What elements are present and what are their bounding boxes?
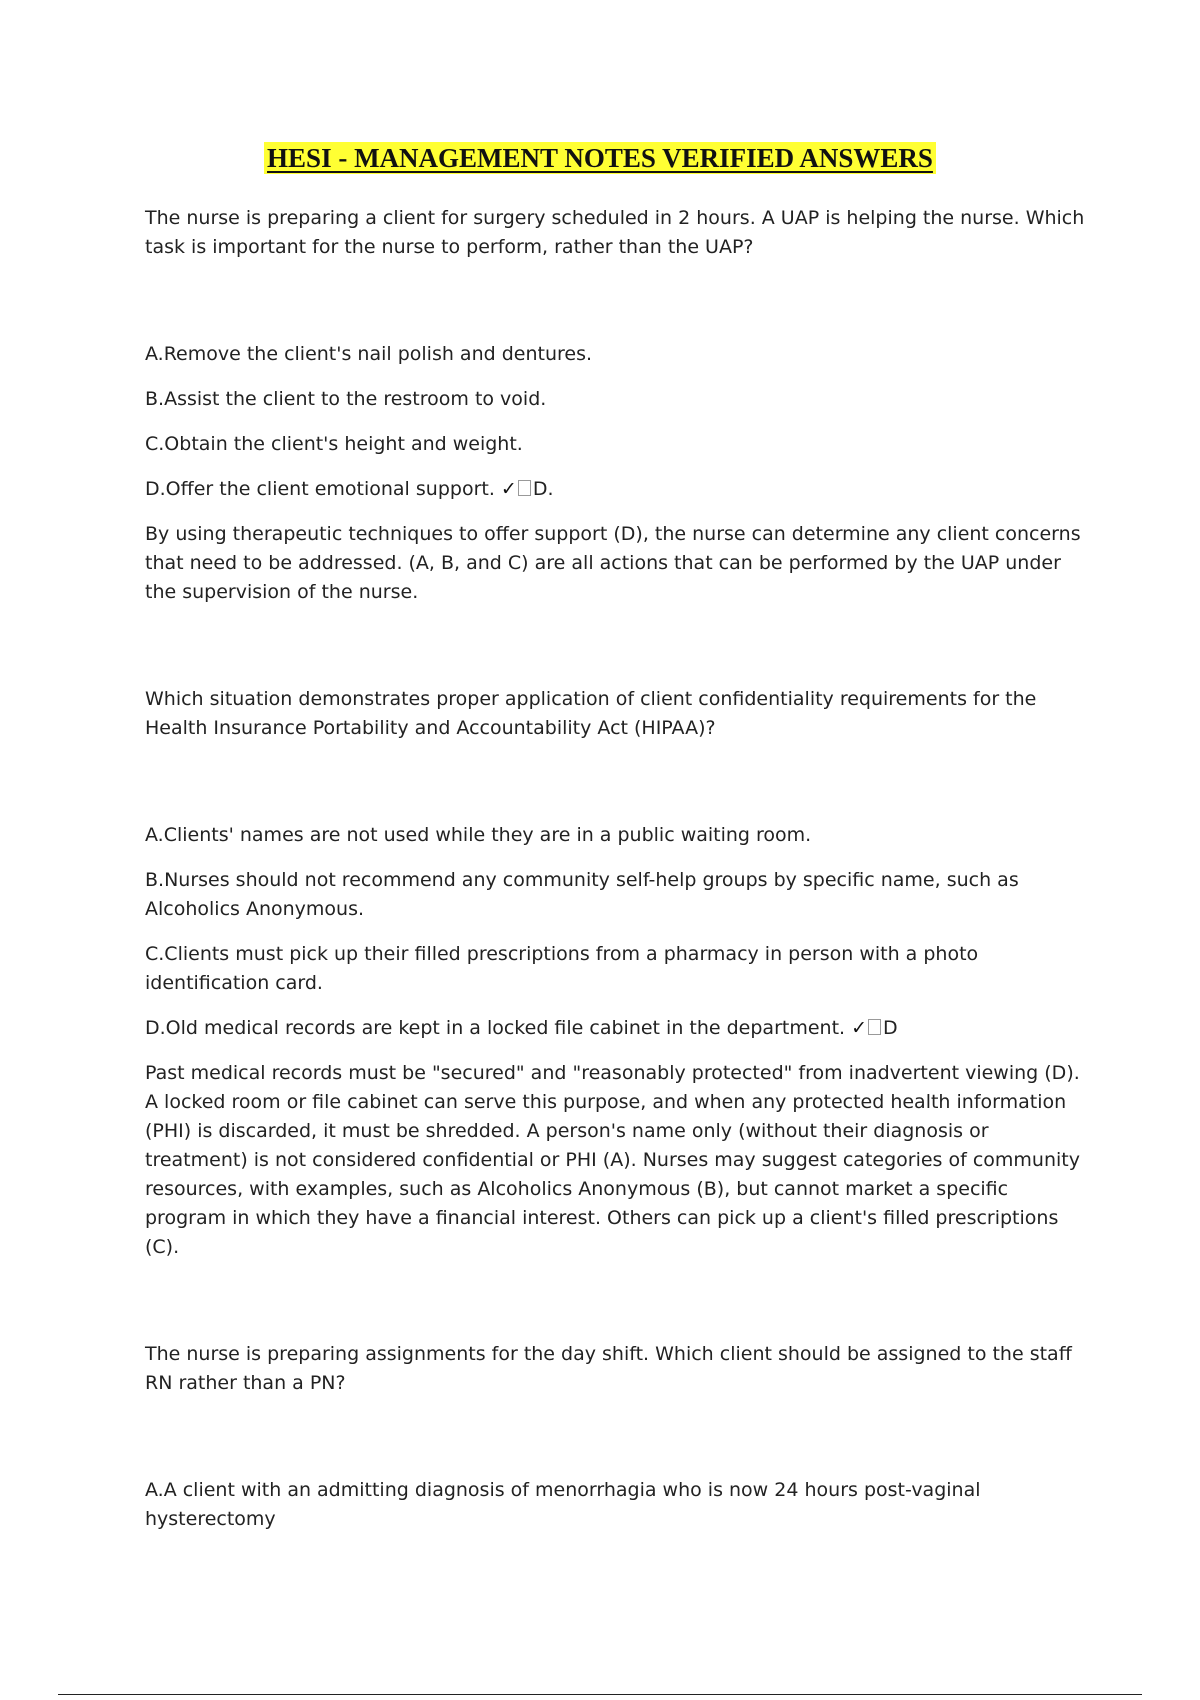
- checkbox-glyph-icon: [518, 480, 531, 496]
- answer-option: A.Clients' names are not used while they are in a public waiting room.: [145, 824, 812, 846]
- rationale-text: Past medical records must be "secured" and "reasonably protected" from inadvertent viewing (D). A locked room or file cabinet can serve this purpose, and when any protected health information (PHI) is discarded, it must be shredded. A person's name only (without their diagnosis or treatment) is not considered confidential or PHI (A). Nurses may suggest categories of community resources, with examples, such as Alcoholics Anonymous (B), but cannot market a specific program in which they have a financial interest. Others can pick up a client's filled prescriptions (C).: [145, 1062, 1080, 1258]
- checkbox-glyph-icon: [868, 1019, 881, 1035]
- answer-option: A.Remove the client's nail polish and dentures.: [145, 343, 593, 365]
- answer-option: C.Obtain the client's height and weight.: [145, 433, 523, 455]
- answer-option-text: D.Old medical records are kept in a locked file cabinet in the department.: [145, 1017, 846, 1039]
- answer-option-text: D.Offer the client emotional support.: [145, 478, 495, 500]
- answer-key: D: [883, 1017, 898, 1039]
- question-stem: Which situation demonstrates proper application of client confidentiality requirements for the Health Insurance Portability and Accountability Act (HIPAA)?: [145, 688, 1037, 739]
- answer-key: D.: [532, 478, 554, 500]
- answer-option: A.A client with an admitting diagnosis of menorrhagia who is now 24 hours post-vaginal hysterectomy: [145, 1479, 981, 1530]
- title-container: [0, 142, 1200, 174]
- answer-option: B.Nurses should not recommend any community self-help groups by specific name, such as Alcoholics Anonymous.: [145, 869, 1019, 920]
- answer-option-correct: [145, 1014, 1095, 1043]
- answer-option: C.Clients must pick up their filled prescriptions from a pharmacy in person with a photo identification card.: [145, 943, 979, 994]
- answer-option: B.Assist the client to the restroom to void.: [145, 388, 547, 410]
- checkmark-icon: ✓: [500, 478, 517, 500]
- rationale-text: By using therapeutic techniques to offer support (D), the nurse can determine any client concerns that need to be addressed. (A, B, and C) are all actions that can be performed by the UAP under the supervision of the nurse.: [145, 523, 1081, 603]
- question-stem: The nurse is preparing a client for surgery scheduled in 2 hours. A UAP is helping the nurse. Which task is important for the nurse to perform, rather than the UAP?: [145, 207, 1085, 258]
- question-stem: The nurse is preparing assignments for the day shift. Which client should be assigned to the staff RN rather than a PN?: [145, 1343, 1072, 1394]
- checkmark-icon: ✓: [851, 1017, 868, 1039]
- answer-option-correct: [145, 475, 1095, 504]
- document-body: [145, 204, 1095, 1550]
- page-title: HESI - MANAGEMENT NOTES VERIFIED ANSWERS: [264, 142, 936, 174]
- page-bottom-divider: [58, 1694, 1142, 1695]
